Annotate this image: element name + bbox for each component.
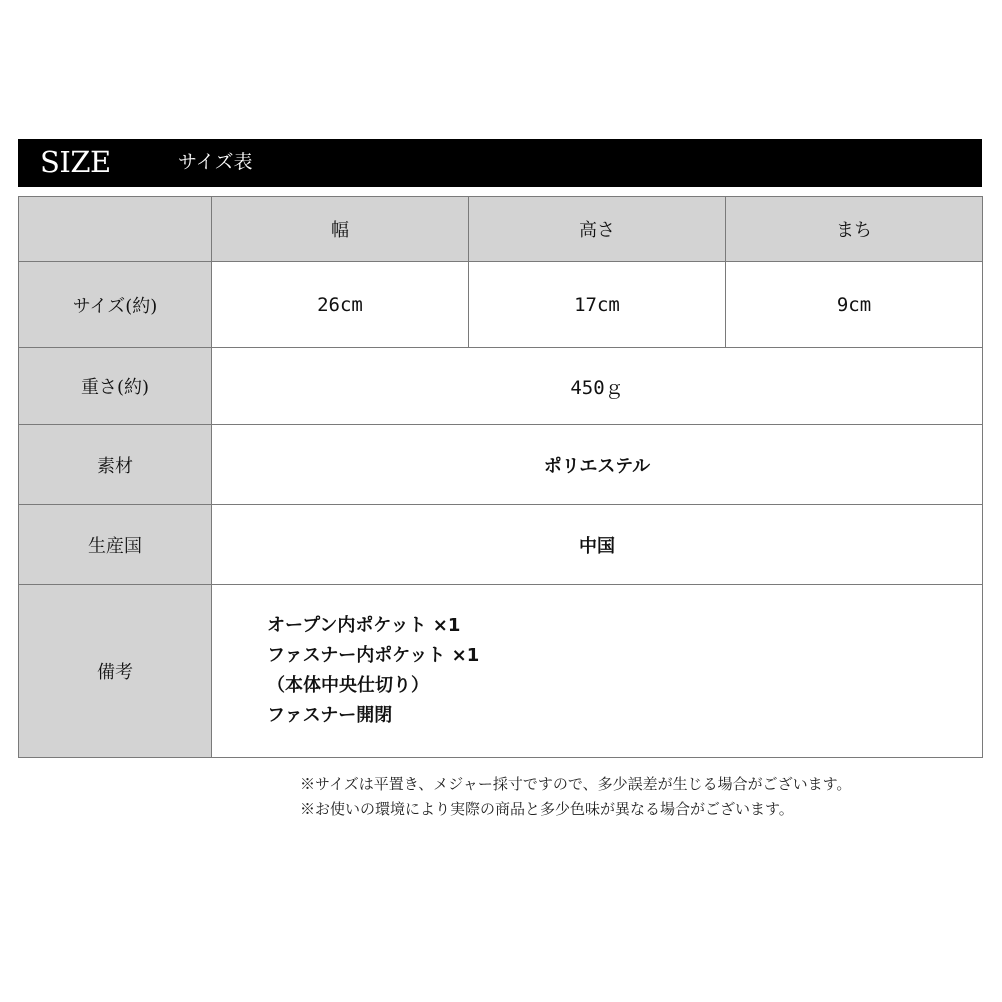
origin-value: 中国 (212, 505, 983, 585)
size-header-bar (18, 139, 982, 187)
remarks-cell (212, 585, 983, 758)
weight-value: 450ｇ (212, 348, 983, 425)
column-header-width: 幅 (212, 197, 469, 262)
corner-cell (19, 197, 212, 262)
table-row-origin (19, 505, 983, 585)
footnote-color: ※お使いの環境により実際の商品と多少色味が異なる場合がございます。 (300, 800, 794, 818)
row-label-size: サイズ(約) (19, 262, 212, 348)
remarks-list (267, 611, 982, 731)
material-value: ポリエステル (212, 425, 983, 505)
column-header-depth: まち (726, 197, 983, 262)
table-row-material (19, 425, 983, 505)
table-row-weight (19, 348, 983, 425)
size-height-value: 17cm (469, 262, 726, 348)
size-table (18, 196, 983, 758)
table-row-size (19, 262, 983, 348)
table-header-row (19, 197, 983, 262)
size-title: SIZE (40, 145, 111, 179)
remarks-line: オープン内ポケット ×1 (267, 615, 461, 636)
footnote-measurement: ※サイズは平置き、メジャー採寸ですので、多少誤差が生じる場合がございます。 (300, 775, 852, 793)
remarks-line: ファスナー開閉 (267, 705, 393, 726)
row-label-material: 素材 (19, 425, 212, 505)
remarks-line: ファスナー内ポケット ×1 (267, 645, 480, 666)
column-header-height: 高さ (469, 197, 726, 262)
footnotes (300, 772, 982, 822)
row-label-remarks: 備考 (19, 585, 212, 758)
size-subtitle: サイズ表 (178, 151, 253, 173)
remarks-line: （本体中央仕切り） (267, 675, 429, 696)
size-depth-value: 9cm (726, 262, 983, 348)
size-width-value: 26cm (212, 262, 469, 348)
row-label-origin: 生産国 (19, 505, 212, 585)
row-label-weight: 重さ(約) (19, 348, 212, 425)
table-row-remarks (19, 585, 983, 758)
